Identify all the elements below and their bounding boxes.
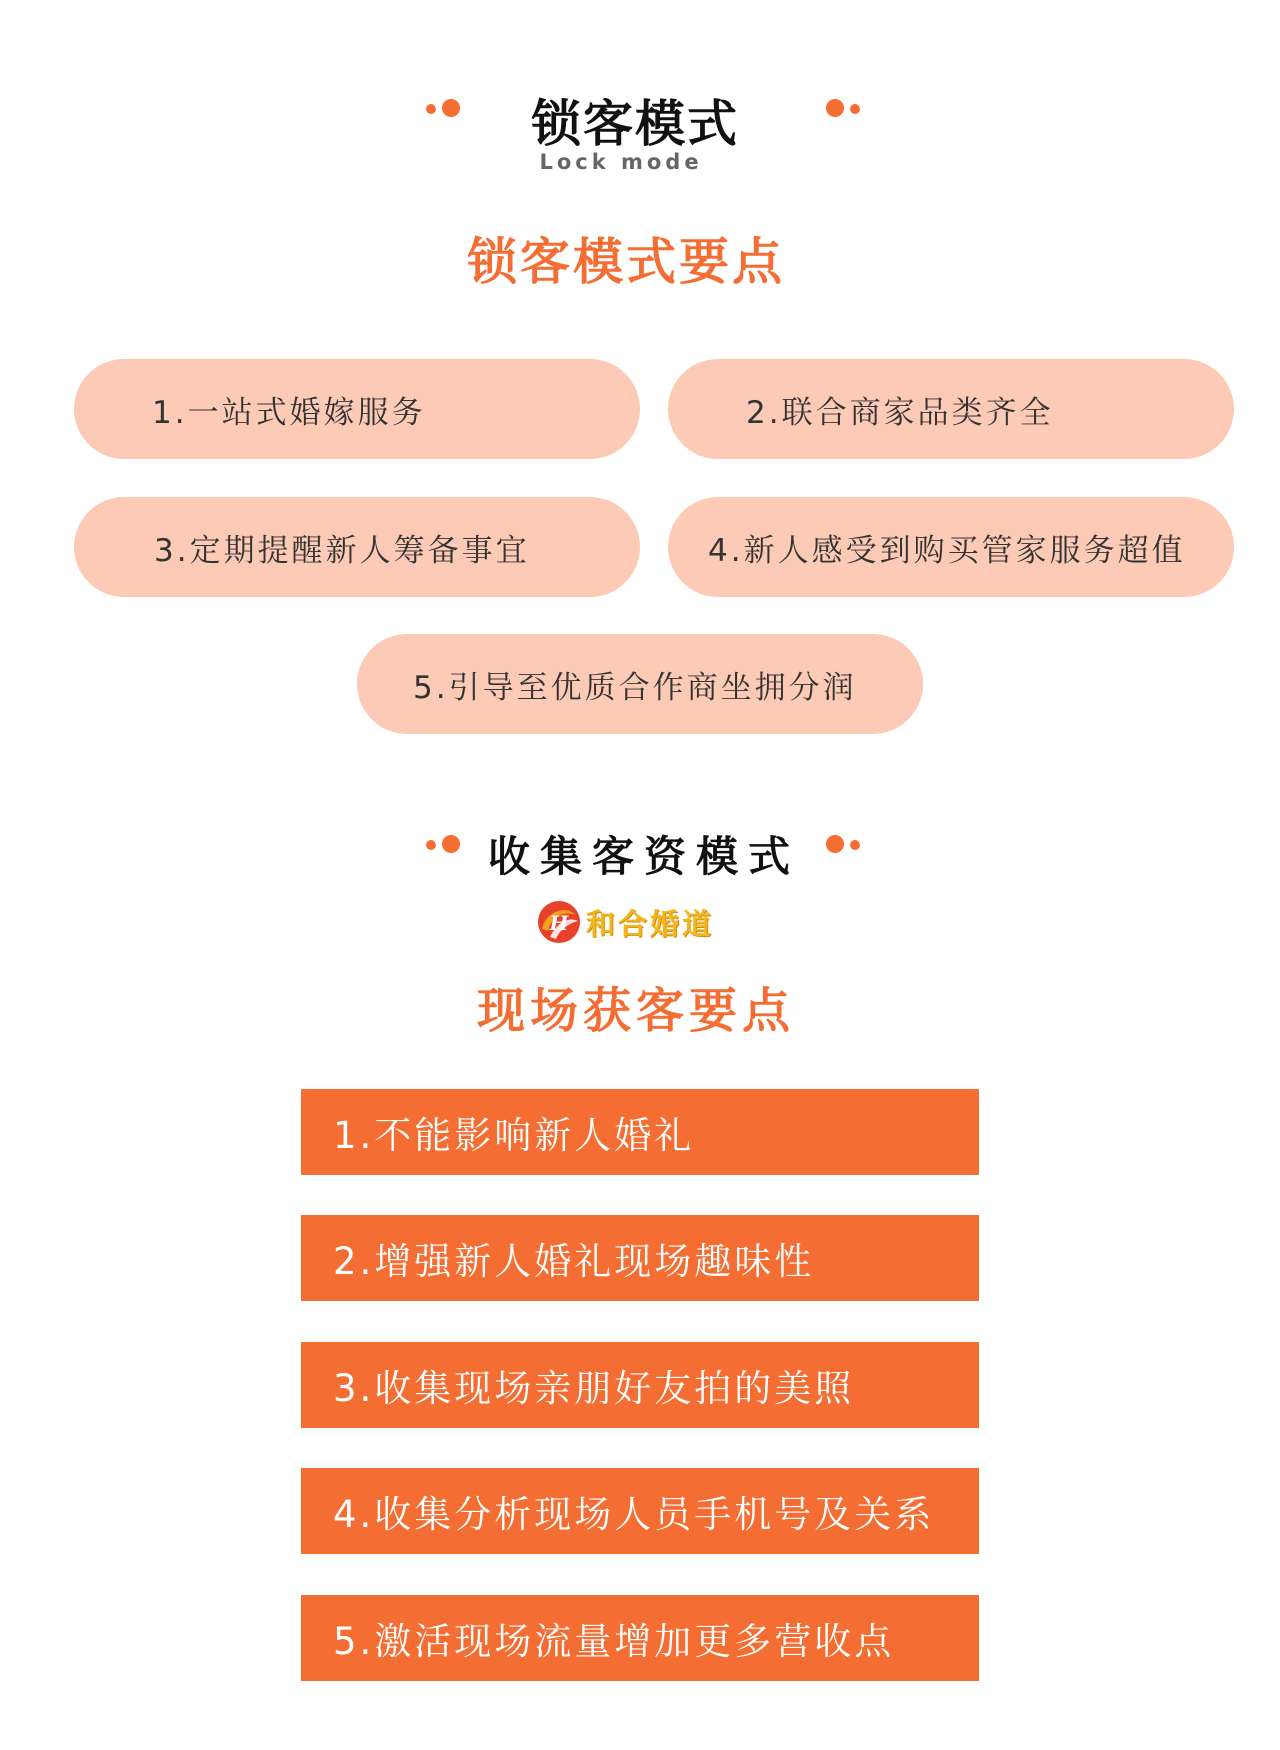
onsite-point-bar: 5.激活现场流量增加更多营收点 [301,1595,979,1681]
logo-icon [536,899,582,945]
dots-decoration-icon [826,96,872,120]
section-subtitle: Lock mode [539,150,703,174]
lock-point-pill: 4.新人感受到购买管家服务超值 [668,497,1234,597]
onsite-point-bar: 4.收集分析现场人员手机号及关系 [301,1468,979,1554]
lock-point-pill: 3.定期提醒新人筹备事宜 [74,497,640,597]
onsite-point-bar: 2.增强新人婚礼现场趣味性 [301,1215,979,1301]
onsite-point-bar: 1.不能影响新人婚礼 [301,1089,979,1175]
brand-logo [536,898,714,946]
points-heading: 现场获客要点 [476,983,795,1039]
logo-text: 和合婚道 [586,906,715,941]
section-title: 锁客模式 [531,95,739,153]
lock-point-pill: 5.引导至优质合作商坐拥分润 [357,634,923,734]
onsite-point-bar: 3.收集现场亲朋好友拍的美照 [301,1342,979,1428]
points-heading: 锁客模式要点 [467,233,785,291]
dots-decoration-icon [826,832,872,856]
lock-point-pill: 2.联合商家品类齐全 [668,359,1234,459]
svg-text:H: H [549,911,569,935]
lock-point-pill: 1.一站式婚嫁服务 [74,359,640,459]
section-title: 收集客资模式 [487,832,800,881]
